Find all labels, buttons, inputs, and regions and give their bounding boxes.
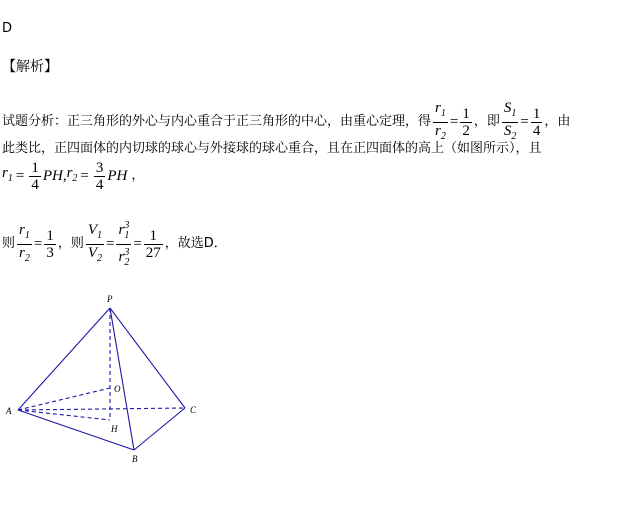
conclusion-end: ，故选D． (164, 236, 227, 251)
edge-pa (18, 308, 110, 410)
fraction-one-quarter: $\frac{1}{4}$ (532, 105, 541, 139)
label-a: A (6, 406, 12, 416)
equals-sign: = (449, 114, 459, 130)
label-h: H (111, 424, 118, 434)
paragraph-2: 此类比，正四面体的内切球的球心与外接球的球心重合，且在正四面体的高上（如图所示），且 (2, 141, 542, 156)
fraction-r1-r2: $\frac{r_1}{r_2}$ (435, 99, 446, 142)
edge-ac-hidden (18, 408, 185, 410)
para1-mid: ，即 (473, 114, 500, 129)
fraction-one-27th: $\frac{1}{27}$ (145, 227, 161, 261)
edge-bc (134, 408, 185, 450)
label-b: B (132, 454, 138, 464)
fraction-one-half: $\frac{1}{2}$ (462, 105, 470, 139)
fraction-one-quarter-ph: $\frac{1}{4}$ (31, 159, 39, 193)
fraction-v1-v2: $\frac{V_1}{V_2}$ (87, 221, 103, 264)
equals-sign: = (520, 114, 529, 130)
conclusion-mid: ，则 (57, 236, 84, 251)
segment-ao (18, 388, 110, 410)
fraction-s1-s2: $\frac{S_1}{S_2}$ (503, 99, 517, 142)
label-c: C (190, 405, 197, 415)
section-title: 【解析】 (2, 59, 58, 75)
para1-prefix: 试题分析：正三角形的外心与内心重合于正三角形的中心，由重心定理，得 (2, 114, 432, 129)
label-o: O (114, 384, 121, 394)
answer-letter: D (2, 21, 13, 36)
conclusion-prefix: 则 (2, 236, 16, 251)
label-p: P (107, 294, 113, 304)
edge-pc (110, 308, 185, 408)
paragraph-3: $r_1$ = $\frac{1}{4}$ PH , $r_2$ = $\frac{3}{4}$ PH ， (2, 159, 145, 193)
fraction-one-third: $\frac{1}{3}$ (46, 227, 54, 261)
para1-suffix: ，由 (544, 114, 571, 129)
fraction-r-cubed: $\frac{r_1^3}{r_2^3}$ (118, 219, 130, 268)
fraction-r1-r2-result: $\frac{r_1}{r_2}$ (19, 221, 30, 264)
fraction-three-quarter-ph: $\frac{3}{4}$ (95, 159, 104, 193)
paragraph-4: 则 $\frac{r_1}{r_2}$ = $\frac{1}{3}$ ，则 $\frac{V_1}{V_2}$ = $\frac{r_1^3}{r_2^3}$ = $\frac{1}{27}$ ，故选D． (2, 219, 227, 268)
